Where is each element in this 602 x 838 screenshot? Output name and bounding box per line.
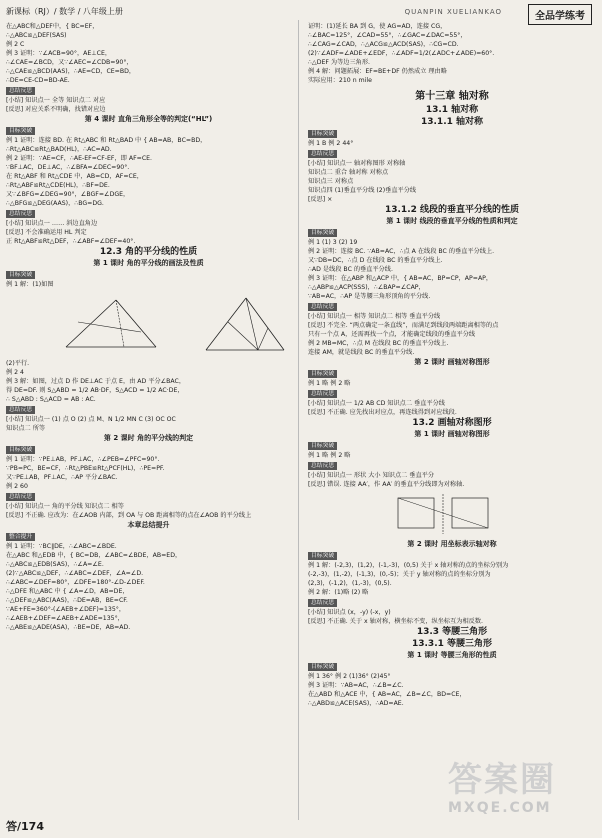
- section-tag: 目标突破: [308, 229, 337, 237]
- text-line: [小结] 知识点一 轴对称图形 对称轴: [308, 160, 406, 167]
- brand-logo: 全品学练考: [528, 4, 592, 25]
- text-line: [反思] 不正确. 应先找出对应点，再连线得到对应线段.: [308, 409, 457, 416]
- text-line: 又∵PE⊥AB，PF⊥AC，∴AP 平分∠BAC.: [6, 474, 118, 481]
- text-line: ∵AE+FE=360°-(∠AEB+∠DEF)=135°，: [6, 606, 126, 613]
- angle-bisector-figure: [6, 292, 291, 356]
- section-tag: 目标突破: [6, 127, 35, 135]
- text-line: 证明：(1)延长 BA 到 G，使 AG=AD，连接 CG，: [308, 23, 447, 30]
- right-block-1: [308, 22, 596, 85]
- left-block-9: [6, 542, 291, 632]
- text-line: 例 1 证明：∵PE⊥AB，PF⊥AC，∴∠PEB=∠PFC=90°.: [6, 456, 160, 463]
- text-line: 例 1 B 例 2 44°: [308, 140, 354, 147]
- column-divider: [298, 20, 299, 820]
- text-line: 例 1 证明：连接 BD. 在 Rt△ABC 和 Rt△BAD 中 { AB=AB，BC=BD，: [6, 137, 207, 144]
- text-line: 在△ABC 和△EDB 中，{ BC=DB，∠ABC=∠BDE，AB=ED，: [6, 552, 182, 559]
- left-block-5: [6, 359, 291, 404]
- right-block-12: [308, 672, 596, 708]
- section-heading: 13.2 画轴对称图形: [412, 418, 492, 428]
- subsection-heading: 13.1.1 轴对称: [420, 117, 484, 127]
- left-block-8: [6, 502, 291, 520]
- section-heading: 13.1 轴对称: [425, 105, 479, 115]
- header-pinyin: QUANPIN XUELIANKAO: [404, 8, 502, 16]
- text-line: ∴∠CAE=∠BCD，又∵∠AEC=∠CDB=90°，: [6, 59, 133, 66]
- text-line: [反思] 对应关系不明确，找错对应边: [6, 106, 106, 113]
- text-line: ∴Rt△ABF≌Rt△CDE(HL)，∴BF=DE.: [6, 182, 110, 189]
- right-block-5: [308, 312, 596, 357]
- text-line: 例 3 证明：∵∠ACB=90°，AE⊥CE，: [6, 50, 112, 57]
- text-line: (2)平行.: [6, 360, 30, 367]
- left-block-6: [6, 415, 291, 433]
- lesson-heading: 第 2 课时 角的平分线的判定: [103, 434, 194, 442]
- section-tag: 目标突破: [6, 271, 35, 279]
- section-tag: 总结反思: [6, 87, 35, 95]
- page-number: 答/174: [6, 820, 44, 833]
- text-line: (2)∵∠ADF=∠ADE+∠EDF，∴∠ADF=1/2(∠ADC+∠ADE)=60°.: [308, 50, 495, 57]
- review-heading: 本章总结提升: [127, 521, 170, 529]
- text-line: (2,3)，(-1,2)，(1,-3)，(0,5).: [308, 580, 392, 587]
- right-block-6: [308, 379, 596, 388]
- text-line: 只有一个点 A，还需再找一个点，才能确定线段的垂直平分线: [308, 331, 476, 338]
- text-line: 例 3 证明：在△ABP 和△ACP 中，{ AB=AC，BP=CP，AP=AP，: [308, 275, 493, 282]
- right-block-11: [308, 608, 596, 626]
- text-line: ∴△DEF≌△ABC(AAS)，∴DE=AB，BE=CF.: [6, 597, 128, 604]
- text-line: ∴AD 是线段 BC 的垂直平分线.: [308, 266, 393, 273]
- text-line: 例 2 4: [6, 369, 24, 376]
- watermark-url: MXQE.COM: [448, 800, 552, 816]
- text-line: 又∵∠BFG=∠DEG=90°，∠BGF=∠DGE，: [6, 191, 130, 198]
- section-tag: 总结反思: [308, 303, 337, 311]
- text-line: 知识点四 (1)垂直平分线 (2)垂直平分线: [308, 187, 417, 194]
- text-line: [小结] 知识点一 角的平分线 知识点二 相等: [6, 503, 124, 510]
- lesson-heading: 第 1 课时 画轴对称图形: [414, 430, 490, 438]
- text-line: 例 1 (1) 3 (2) 19: [308, 239, 358, 246]
- text-line: 在△ABD 和△ACE 中，{ AB=AC，∠B=∠C，BD=CE，: [308, 691, 466, 698]
- text-line: [小结] 知识点 (x，-y) (-x，y): [308, 609, 391, 616]
- left-block-7: [6, 455, 291, 491]
- lesson-heading: 第 1 课时 角的平分线的画法及性质: [93, 259, 204, 267]
- left-block-4: [6, 219, 291, 246]
- right-block-4: [308, 238, 596, 301]
- text-line: [反思] 不会准确运用 HL 判定: [6, 229, 87, 236]
- text-line: [反思] 不正确. 关于 x 轴对称，横坐标不变，纵坐标互为相反数.: [308, 618, 483, 625]
- lesson-heading: 第 4 课时 直角三角形全等的判定(“HL”): [84, 115, 213, 123]
- text-line: 例 2 证明：连接 BC. ∵AB=AC，∴点 A 在线段 BC 的垂直平分线上.: [308, 248, 495, 255]
- text-line: 例 1 证明：∵BC∥DE，∴∠ABC=∠BDE.: [6, 543, 117, 550]
- lesson-heading: 第 2 课时 画轴对称图形: [414, 358, 490, 366]
- geometry-figure-3: [308, 492, 596, 536]
- right-block-7: [308, 399, 596, 417]
- text-line: 知识点二 重合 轴对称 对称点: [308, 169, 389, 176]
- text-line: ∴△ABC≌△DEF(SAS): [6, 32, 67, 39]
- text-line: [小结] 知识点一 (1) 点 O (2) 点 M、N 1/2 MN C (3) OC OC: [6, 416, 176, 423]
- section-tag: 总结反思: [6, 406, 35, 414]
- text-line: ∴Rt△ABC≌Rt△BAD(HL)，∴AC=AD.: [6, 146, 112, 153]
- text-line: 例 2 60: [6, 483, 28, 490]
- section-tag: 总结反思: [308, 599, 337, 607]
- text-line: ∵BF⊥AC，DE⊥AC，∴∠BFA=∠DEC=90°.: [6, 164, 130, 171]
- text-line: ∵AB=AC，∴AP 是等腰三角形顶角的平分线.: [308, 293, 431, 300]
- text-line: 例 3 证明：∵AB=AC，∴∠B=∠C.: [308, 682, 404, 689]
- text-line: 例 1 略 例 2 略: [308, 452, 351, 459]
- text-line: ∴△ABE≌△ADE(ASA)，∴BE=DE，AB=AD.: [6, 624, 131, 631]
- text-line: ∴∠AEB+∠DEF=∠AEB+∠ADE=135°，: [6, 615, 124, 622]
- axis-symmetry-figure: [308, 492, 596, 536]
- text-line: 例 2 解：(1)略 (2) 略: [308, 589, 369, 596]
- subsection-heading: 13.1.2 线段的垂直平分线的性质: [384, 205, 520, 215]
- text-line: (2)∵△ABC≌△DEF，∴∠ABC=∠DEF，∠A=∠D.: [6, 570, 144, 577]
- text-line: 知识点三 对称点: [308, 178, 354, 185]
- text-line: [反思] 错误. 连接 AA′，作 AA′ 的垂直平分线即为对称轴.: [308, 481, 465, 488]
- text-line: 连接 AM，就是线段 BC 的垂直平分线.: [308, 349, 415, 356]
- right-block-2: [308, 139, 596, 148]
- text-line: [小结] 知识点一 1/2 AB CD 知识点二 垂直平分线: [308, 400, 445, 407]
- text-line: ∴△ABC≌△EDB(SAS)，∴∠A=∠E.: [6, 561, 104, 568]
- lesson-heading: 第 1 课时 等腰三角形的性质: [407, 651, 497, 659]
- right-block-9: [308, 471, 596, 489]
- text-line: ∴∠BAC=125°，∠CAD=55°，∴∠GAC=∠DAC=55°，: [308, 32, 467, 39]
- text-line: ∴△ABD≌△ACE(SAS)，∴AD=AE.: [308, 700, 404, 707]
- text-line: [小结] 知识点一 全等 知识点二 对应: [6, 97, 106, 104]
- subsection-heading: 13.3.1 等腰三角形: [411, 639, 493, 649]
- text-line: [小结] 知识点一 形状 大小 知识点二 垂直平分: [308, 472, 435, 479]
- section-tag: 目标突破: [308, 552, 337, 560]
- section-tag: 目标突破: [308, 442, 337, 450]
- text-line: ∴△DFE 和△ABC 中 { ∠A=∠D，AB=DE，: [6, 588, 129, 595]
- watermark-logo: [448, 760, 598, 830]
- text-line: 知识点二 所等: [6, 425, 46, 432]
- text-line: 在 Rt△ABF 和 Rt△CDE 中，AB=CD，AF=CE，: [6, 173, 143, 180]
- text-line: 又∵DB=DC，∴点 D 在线段 BC 的垂直平分线上.: [308, 257, 443, 264]
- section-tag: 目标突破: [308, 370, 337, 378]
- left-column: [6, 22, 291, 632]
- text-line: [反思] 不完全. “两点确定一条直线”，而满足到线段两端距离相等的点: [308, 322, 499, 329]
- right-block-8: [308, 451, 596, 460]
- text-line: 例 1 略 例 2 略: [308, 380, 351, 387]
- text-line: ∴DE=CE-CD=BD-AE.: [6, 77, 70, 84]
- section-tag: 总结反思: [6, 493, 35, 501]
- text-line: [小结] 知识点一 …… 斜边直角边: [6, 220, 98, 227]
- text-line: 得 DE=DF. 则 S△ABD = 1/2 AB·DF，S△ACD = 1/2 AC·DE，: [6, 387, 184, 394]
- text-line: 实际应用：210 n mile: [308, 77, 372, 84]
- text-line: ∴△DEF 为等边三角形.: [308, 59, 370, 66]
- text-line: 例 1 解：(-2,3)，(1,2)，(-1,-3)，(0,5) 关于 x 轴对称的点的坐标分别为: [308, 562, 509, 569]
- header-book-info: 新课标（RJ）/ 数学 / 八年级上册: [6, 7, 123, 16]
- text-line: 例 1 36° 例 2 (1)36° (2)45°: [308, 673, 391, 680]
- text-line: ∴∠ABC=∠DEF=80°，∠DFE=180°-∠D-∠DEF.: [6, 579, 145, 586]
- text-line: 例 4 解：问题拓展：EF=BE+DF 仍然成立 理由略: [308, 68, 447, 75]
- right-column: [308, 22, 596, 708]
- section-heading: 13.3 等腰三角形: [416, 627, 488, 637]
- left-block-2: [6, 96, 291, 114]
- section-tag: 整合提升: [6, 533, 35, 541]
- text-line: ∴△ABP≌△ACP(SSS)，∴∠BAP=∠CAP，: [308, 284, 425, 291]
- text-line: ∴△CAE≌△BCD(AAS)，∴AE=CD，CE=BD，: [6, 68, 136, 75]
- text-line: [小结] 知识点一 相等 知识点二 相等 垂直平分线: [308, 313, 441, 320]
- figure-caption: 例 1 解：(1)如图: [6, 281, 54, 288]
- text-line: 例 2 C: [6, 41, 25, 48]
- right-block-10: [308, 561, 596, 597]
- text-line: [反思] 不正确. 应改为：在∠AOB 内部，到 OA 与 OB 距离相等的点在∠AOB 的平分线上: [6, 512, 252, 519]
- lesson-heading: 第 2 课时 用坐标表示轴对称: [407, 540, 497, 548]
- text-line: ∵PB=PC，BE=CF，∴Rt△PBE≌Rt△PCF(HL)，∴PE=PF.: [6, 465, 165, 472]
- chapter-heading: 第十三章 轴对称: [415, 91, 489, 102]
- text-line: ∴△BFG≌△DEG(AAS)，∴BG=DG.: [6, 200, 104, 207]
- section-tag: 总结反思: [308, 462, 337, 470]
- left-block-1: [6, 22, 291, 85]
- watermark-text: 答案圈: [448, 760, 556, 800]
- text-line: ∴∠CAG=∠CAD，∴△ACG≌△ACD(SAS)，∴CG=CD.: [308, 41, 459, 48]
- text-line: [反思] ×: [308, 196, 333, 203]
- text-line: 正 Rt△ABF≌Rt△DEF，∴∠ABF=∠DEF=40°.: [6, 238, 136, 245]
- text-line: 例 3 解：如图，过点 D 作 DE⊥AC 于点 E，由 AD 平分∠BAC，: [6, 378, 186, 385]
- right-block-3: [308, 159, 596, 204]
- section-tag: 目标突破: [6, 446, 35, 454]
- text-line: 例 2 证明：∵AE=CF，∴AE-EF=CF-EF，即 AF=CE.: [6, 155, 153, 162]
- section-tag: 总结反思: [6, 210, 35, 218]
- section-tag: 总结反思: [308, 390, 337, 398]
- left-block-3: [6, 136, 291, 208]
- text-line: (-2,-3)，(1,-2)，(-1,3)，(0,-5)；关于 y 轴对称的点的坐标分别为: [308, 571, 491, 578]
- text-line: 在△ABC和△DEF中，{ BC=EF，: [6, 23, 99, 30]
- text-line: ∴ S△ABD : S△ACD = AB : AC.: [6, 396, 96, 403]
- lesson-heading: 第 1 课时 线段的垂直平分线的性质和判定: [386, 217, 518, 225]
- section-tag: 目标突破: [308, 663, 337, 671]
- section-tag: 总结反思: [308, 150, 337, 158]
- text-line: 例 2 MB=MC，∴点 M 在线段 BC 的垂直平分线上.: [308, 340, 449, 347]
- section-heading: 12.3 角的平分线的性质: [99, 247, 198, 257]
- geometry-figure-2: [6, 292, 291, 356]
- section-tag: 目标突破: [308, 130, 337, 138]
